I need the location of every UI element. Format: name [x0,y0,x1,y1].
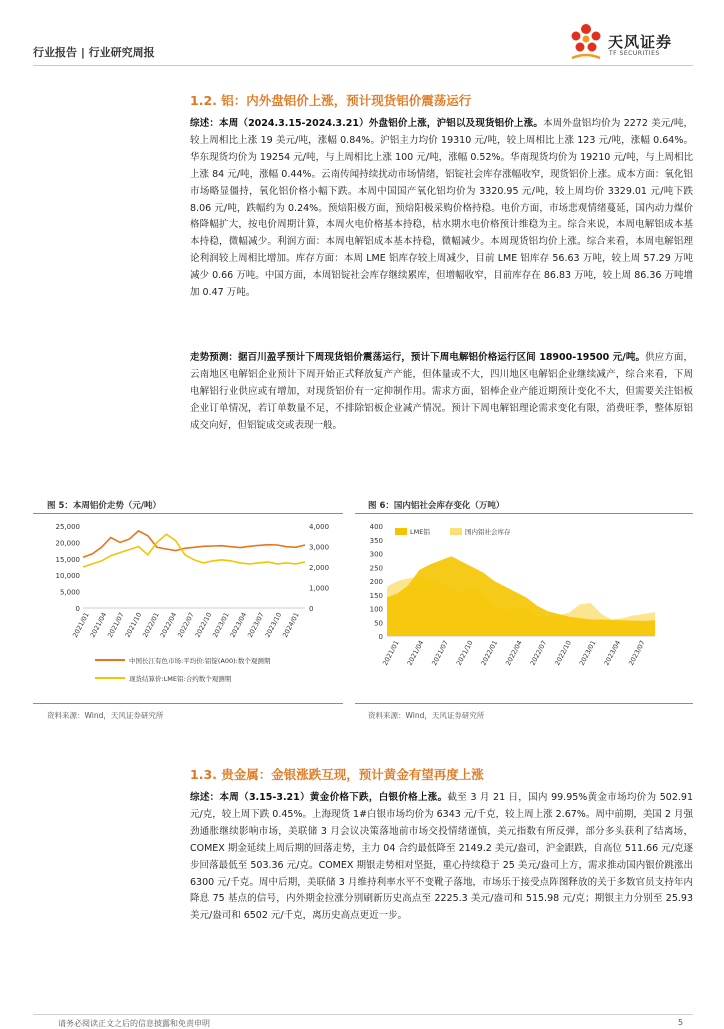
fig6-y-tick: 150 [369,591,383,600]
fig5-y-left-tick: 0 [75,605,80,613]
section-title-precious-metals: 1.3. 贵金属：金银涨跌互现，预计黄金有望再度上涨 [190,767,484,782]
fig5-x-tick: 2023/04 [228,611,249,639]
fig6-legend-label-1: LME铝 [410,528,430,536]
fig6-x-tick: 2021/10 [454,639,475,667]
fig5-y-left-tick: 25,000 [55,523,80,531]
fig6-y-tick: 50 [374,619,383,628]
fig6-y-tick: 0 [378,633,383,641]
fig6-x-tick: 2022/04 [504,639,524,667]
company-logo [568,22,698,64]
fig5-y-right-tick: 3,000 [309,543,330,552]
fig5-y-left-tick: 20,000 [55,539,80,548]
fig6-series-area-1 [387,556,655,636]
aluminum-summary [190,116,693,302]
fig6-y-tick: 350 [369,536,383,545]
fig5-legend-label-1: 中国长江有色市场:平均价:铝锭(A00):数个观测期 [129,657,271,665]
fig6-title: 图 6：国内铝社会库存变化（万吨） [368,501,505,511]
fig6-x-tick: 2021/01 [381,639,401,667]
precious-metals-summary [190,790,693,925]
fig6-x-tick: 2023/07 [627,639,647,667]
summary-body: 本周外盘铝均价为 2272 美元/吨，较上周相比上涨 19 美元/吨，涨幅 0.84%。沪铝主力均价 19310 元/吨，较上周相比上涨 123 元/吨，涨幅 0.64%。华东现货均价为 19254 元/吨，与上周相比上涨 100 元/吨，涨幅 0.52%。华南现货均价为 19210 元/吨，与上周相比上涨 84 元/吨，涨幅 0.44%。云南传闻持续扰动市场情绪，铝锭社会库存涨幅收窄，现货铝价上涨。成本方面：氧化铝市场略显僵持，氧化铝价格小幅下跌。本周中国国产氧化铝均价为 3320.95 元/吨，较上周均价 3329.01 元/吨下跌 8.06 元/吨，跌幅约为 0.24%。预焙阳极方面，预焙阳极采购价格持稳。电价方面，市场悲观情绪蔓延，国内动力煤价格降幅扩大，按电价周期计算，本周火电价格基本持稳，枯水期水电价格预计维稳为主。综合来说，本周电解铝成本基本持稳，微幅减少。利润方面：本周电解铝成本基本持稳，微幅减少。本周现货铝均价上涨。综合来看，本周电解铝理论利润较上周相比增加。库存方面：本周 LME 铝库存较上周减少，目前 LME 铝库存 56.63 万吨，较上周 57.29 万吨减少 0.66 万吨。中国方面，本周铝锭社会库存继续累库，但增幅收窄，目前库存在 86.83 万吨，较上周 86.36 万吨增加 0.47 万吨。 [190,118,694,299]
page-number: 5 [678,1018,684,1027]
fig6-y-tick: 400 [369,523,383,531]
fig5-series-line-2 [83,534,305,567]
fig5-x-tick: 2023/10 [263,611,284,639]
fig6-x-tick: 2022/01 [479,639,500,667]
fig6-legend-label-2: 国内铝社会库存 [465,528,511,536]
fig5-x-tick: 2022/07 [176,611,196,639]
fig6-y-tick: 200 [369,578,383,586]
fig5-x-tick: 2021/04 [88,611,109,639]
logo-text-cn: 天风证券 [608,33,673,51]
fig5-y-right-tick: 2,000 [309,564,330,572]
fig5-source: 资料来源：Wind，天风证券研究所 [47,711,164,720]
fig5-x-tick: 2024/01 [281,611,301,639]
section-title-aluminum: 1.2. 铝：内外盘铝价上涨，预计现货铝价震荡运行 [190,93,472,108]
fig5-x-tick: 2021/01 [71,611,91,639]
fig5-title: 图 5：本周铝价走势（元/吨） [47,501,161,511]
fig5-y-right-tick: 0 [309,605,314,613]
fig6-bottom-rule [355,703,693,704]
fig6-source: 资料来源：Wind，天风证券研究所 [368,711,485,720]
fig6-x-tick: 2021/04 [405,639,426,667]
fig5-x-tick: 2022/01 [141,611,161,639]
fig6-y-tick: 300 [369,550,383,559]
fig5-bottom-rule [33,703,343,704]
fig5-y-right-tick: 4,000 [309,523,330,531]
report-type: 行业报告 | 行业研究周报 [33,46,155,59]
fig6-top-rule [355,513,693,514]
fig6-y-tick: 250 [369,564,383,573]
logo-flower-icon [568,22,604,62]
fig6-x-tick: 2023/04 [602,639,623,667]
fig5-chart [33,518,343,698]
fig5-y-left-tick: 15,000 [55,555,80,564]
header-divider [33,65,693,66]
footer-disclaimer: 请务必阅读正文之后的信息披露和免责申明 [58,1019,210,1028]
fig5-x-tick: 2023/01 [211,611,231,639]
footer-divider [33,1014,693,1015]
fig6-legend-swatch-2 [450,528,462,535]
fig6-x-tick: 2021/07 [430,639,450,667]
fig5-y-right-tick: 1,000 [309,584,330,593]
fig5-x-tick: 2021/07 [106,611,126,639]
pm-summary-body: 截至 3 月 21 日，国内 99.95%黄金市场均价为 502.91 元/克，较上周下跌 0.45%。上海现货 1#白银市场均价为 6343 元/千克，较上周上涨 2.67%。周中前期，美国 2 月强劲通胀继续影响市场，美联储 3 月会议决策落地前市场交投情绪谨慎，美元指数有所反弹，部分多头获利了结离场，COMEX 期金延续上周后期的回落走势，主力 04 合约最低降至 2149.2 美元/盎司，沪金跟跌，自高位 511.66 元/克逐步回落最低至 503.36 元/克。COMEX 期银走势相对坚挺，重心持续稳于 25 美元/盎司上方，需求推动国内银价跳涨出 6300 元/千克。周中后期，美联储 3 月维持利率水平不变靴子落地，市场乐于接受点阵图释放的关于多数官员支持年内降息 75 基点的信号，内外期金拉涨分别刷新历史高点至 2225.3 美元/盎司和 515.98 元/克；期银主力分别至 25.93 美元/盎司和 6502 元/千克，离历史高点更近一步。 [190,792,693,922]
fig6-legend-swatch-1 [395,528,407,535]
forecast-body: 供应方面，云南地区电解铝企业预计下周开始正式释放复产产能，但体量或不大，四川地区电解铝企业继续减产，综合来看，下周电解铝行业供应或有增加，对现货铝价有一定抑制作用。需求方面，铝棒企业产能近期预计变化不大，但需要关注铝板企业订单情况，若订单数量不足，不排除铝板企业减产情况。预计下周电解铝理论需求变化有限，消费旺季，整体原铝成交向好，但铝锭成交或表现一般。 [190,352,693,431]
fig6-y-tick: 100 [369,605,383,614]
fig6-x-tick: 2023/01 [577,639,598,667]
fig5-legend-label-2: 现货结算价:LME铝:合约数个观测期 [129,675,232,683]
logo-text-en: TF SECURITIES [609,50,660,57]
fig5-y-left-tick: 5,000 [59,588,80,597]
summary-lead: 综述：本周（2024.3.15-2024.3.21）外盘铝价上涨，沪铝以及现货铝价上涨。 [190,118,544,129]
aluminum-forecast [190,350,693,435]
fig5-y-left-tick: 10,000 [55,572,80,581]
forecast-lead: 走势预测：据百川盈孚预计下周现货铝价震荡运行，预计下周电解铝价格运行区间 18900-19500 元/吨。 [190,352,646,363]
fig6-chart [355,518,693,698]
fig5-top-rule [33,513,343,514]
pm-summary-lead: 综述：本周（3.15-3.21）黄金价格下跌，白银价格上涨。 [190,792,448,803]
fig6-x-tick: 2022/07 [528,639,549,667]
fig5-x-tick: 2021/10 [123,611,144,639]
fig5-x-tick: 2022/10 [193,611,214,639]
fig6-x-tick: 2022/10 [553,639,573,667]
fig5-x-tick: 2023/07 [246,611,266,639]
fig5-x-tick: 2022/04 [158,611,179,639]
